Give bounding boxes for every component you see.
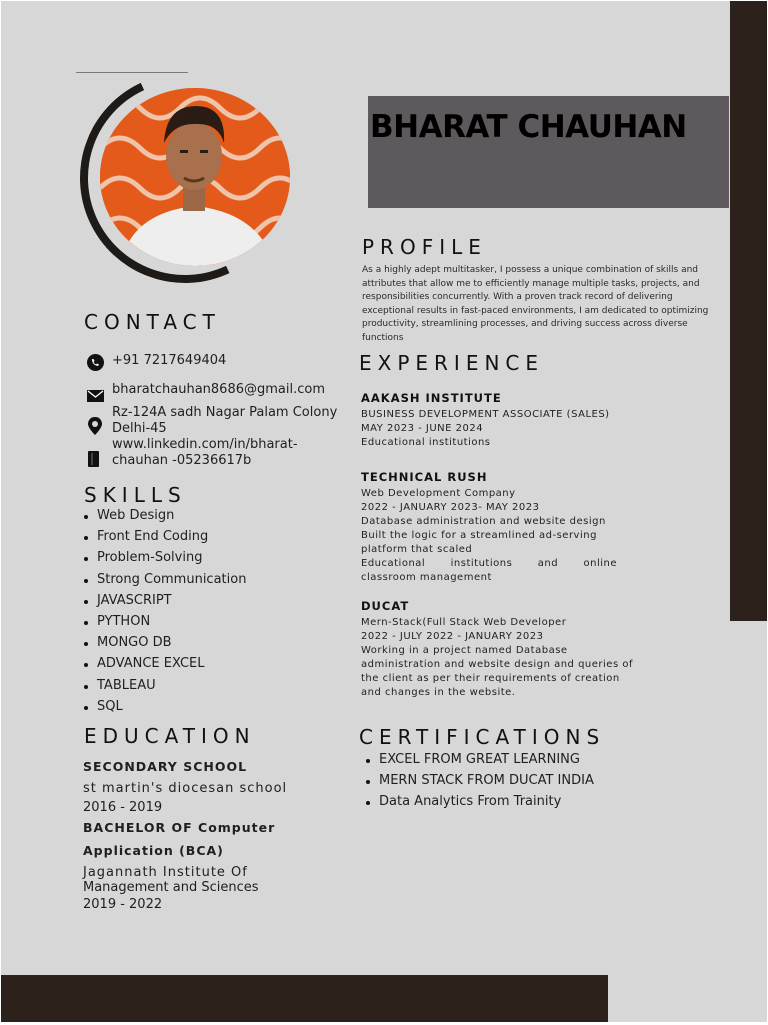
bottom-accent-bar (1, 975, 608, 1022)
skill-item: TABLEAU (84, 677, 246, 698)
experience-line: the client as per their requirements of creation (361, 673, 620, 684)
skills-list (84, 507, 246, 719)
certification-item: EXCEL FROM GREAT LEARNING (366, 751, 594, 772)
skill-item: Strong Communication (84, 571, 246, 592)
education-degree-line-2: Application (BCA) (83, 843, 224, 858)
education-college-line-1: Jagannath Institute Of (83, 865, 248, 880)
contact-phone[interactable] (84, 353, 226, 370)
experience-line: 2022 - JANUARY 2023- MAY 2023 (361, 502, 540, 513)
experience-company: TECHNICAL RUSH (361, 470, 488, 484)
education-school-name: st martin's diocesan school (83, 781, 288, 796)
address-line-2: Delhi-45 (112, 421, 167, 436)
linkedin-line-1[interactable]: www.linkedin.com/in/bharat- (112, 437, 298, 452)
experience-heading: EXPERIENCE (359, 351, 545, 375)
experience-line: BUSINESS DEVELOPMENT ASSOCIATE (SALES) (361, 409, 610, 420)
experience-line: 2022 - JULY 2022 - JANUARY 2023 (361, 631, 544, 642)
candidate-name: BHARAT CHAUHAN (370, 109, 687, 145)
profile-heading: PROFILE (362, 235, 487, 259)
education-heading: EDUCATION (84, 724, 256, 748)
education-school-years: 2016 - 2019 (83, 800, 163, 815)
experience-line: Working in a project named Database (361, 645, 568, 656)
address-line-1: Rz-124A sadh Nagar Palam Colony (112, 405, 338, 420)
contact-email[interactable] (84, 382, 325, 404)
resume-page (1, 1, 767, 1022)
experience-line: Built the logic for a streamlined ad-serving (361, 530, 597, 541)
certification-item: Data Analytics From Trainity (366, 793, 594, 814)
envelope-icon (84, 388, 106, 404)
experience-line: Mern-Stack(Full Stack Web Developer (361, 617, 567, 628)
skills-heading: SKILLS (84, 483, 187, 507)
skill-item: MONGO DB (84, 634, 246, 655)
skill-item: SQL (84, 698, 246, 719)
certification-item: MERN STACK FROM DUCAT INDIA (366, 772, 594, 793)
experience-entry (361, 391, 610, 450)
contact-heading: CONTACT (84, 310, 221, 334)
certifications-list (366, 751, 594, 815)
experience-line: Educational institutions (361, 437, 491, 448)
skill-item: ADVANCE EXCEL (84, 655, 246, 676)
profile-photo (100, 88, 290, 266)
linkedin-icon[interactable] (88, 451, 99, 471)
right-accent-bar (730, 1, 767, 621)
education-school-title: SECONDARY SCHOOL (83, 759, 248, 774)
experience-entry (361, 599, 633, 700)
phone-icon (84, 354, 106, 370)
experience-line: classroom management (361, 572, 492, 583)
phone-number: +91 7217649404 (112, 353, 227, 368)
education-degree-line-1: BACHELOR OF Computer (83, 820, 276, 835)
contact-address (84, 405, 337, 469)
profile-summary: As a highly adept multitasker, I possess a unique combination of skills and attributes that allow me to efficiently manage multiple tasks, projects, and responsibilities concurrently. With a proven track record of delivering exceptional results in fast-paced environments, I am dedicated to optimizing productivity, streamlining processes, and driving success across diverse functions (362, 265, 709, 343)
linkedin-line-2[interactable]: chauhan -05236617b (112, 453, 252, 468)
skill-item: PYTHON (84, 613, 246, 634)
experience-line: Database administration and website design (361, 516, 606, 527)
location-pin-icon (84, 418, 106, 434)
experience-company: DUCAT (361, 599, 410, 613)
experience-line: Educational institutions and online (361, 558, 617, 569)
education-college-line-2: Management and Sciences (83, 880, 259, 895)
education-college-years: 2019 - 2022 (83, 897, 163, 912)
skill-item: Front End Coding (84, 528, 246, 549)
experience-company: AAKASH INSTITUTE (361, 391, 502, 405)
email-address: bharatchauhan8686@gmail.com (112, 382, 325, 397)
experience-line: administration and website design and queries of (361, 659, 633, 670)
skill-item: JAVASCRIPT (84, 592, 246, 613)
skill-item: Problem-Solving (84, 549, 246, 570)
experience-line: platform that scaled (361, 544, 473, 555)
experience-line: Web Development Company (361, 488, 516, 499)
experience-entry (361, 470, 617, 585)
certifications-heading: CERTIFICATIONS (359, 725, 606, 749)
skill-item: Web Design (84, 507, 246, 528)
experience-line: and changes in the website. (361, 687, 516, 698)
experience-line: MAY 2023 - JUNE 2024 (361, 423, 484, 434)
